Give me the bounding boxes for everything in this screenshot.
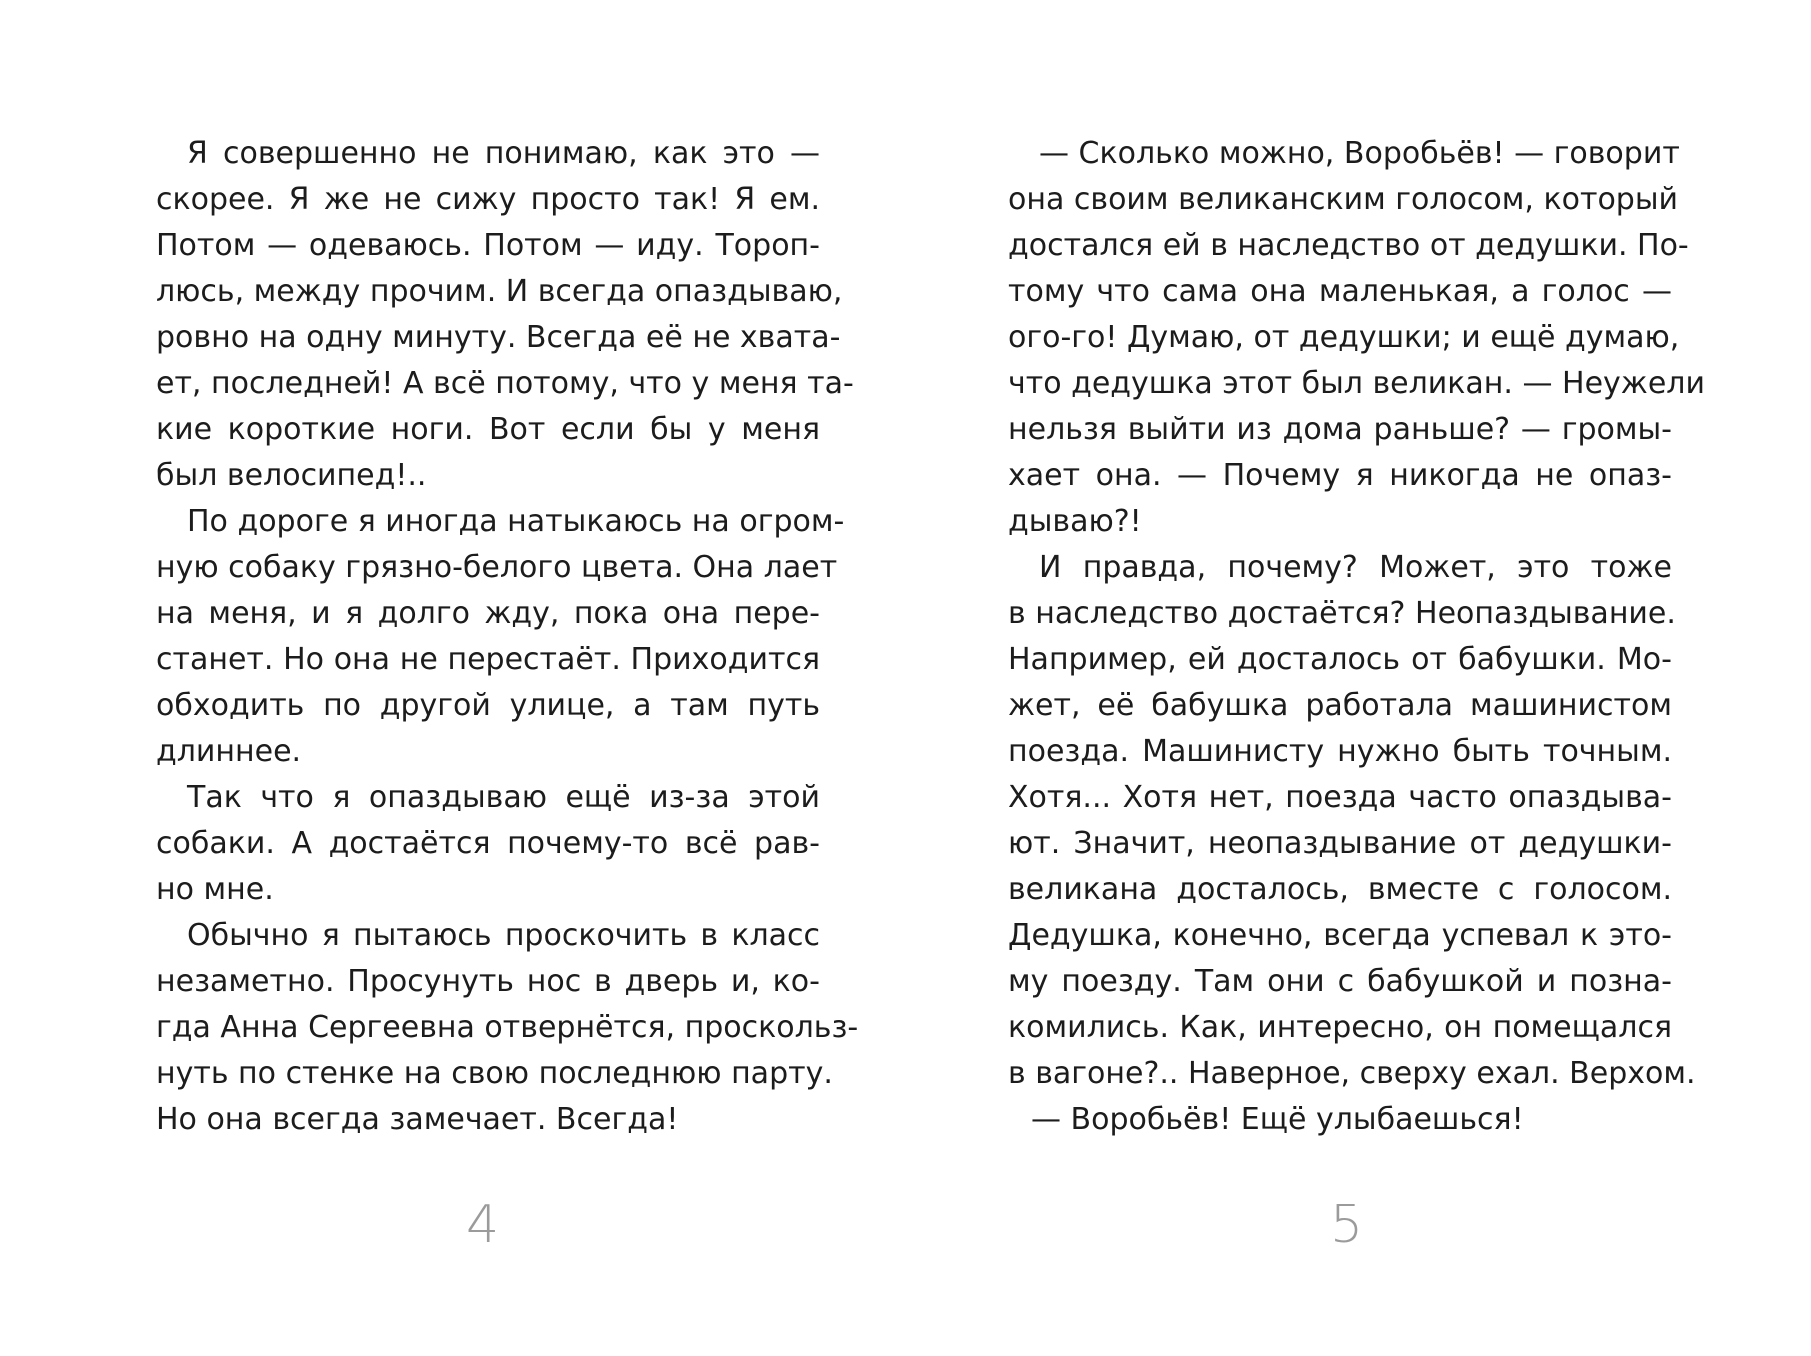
text-line: И правда, почему? Может, это тоже [1039,550,1672,585]
text-line: По дороге я иногда натыкаюсь на огром- [187,504,845,539]
text-line: был велосипед!.. [156,458,427,493]
text-line: Дедушка, конечно, всегда успевал к это- [1008,918,1672,953]
text-line: она своим великанским голосом, который [1008,182,1679,217]
left-page-text [156,131,859,1143]
text-line: Хотя... Хотя нет, поезда часто опаздыва- [1008,780,1672,815]
text-line: ют. Значит, неопаздывание от дедушки- [1008,826,1672,861]
text-line: комились. Как, интересно, он помещался [1008,1010,1672,1045]
text-line: достался ей в наследство от дедушки. По- [1008,228,1689,263]
text-line: ровно на одну минуту. Всегда её не хвата- [156,320,841,355]
text-line: жет, её бабушка работала машинистом [1008,688,1672,723]
text-line: в наследство достаётся? Неопаздывание. [1008,596,1676,631]
text-line: кие короткие ноги. Вот если бы у меня [156,412,820,447]
text-line: люсь, между прочим. И всегда опаздываю, [156,274,843,309]
left-page-number: 4 [466,1195,500,1255]
text-line: нуть по стенке на свою последнюю парту. [156,1056,833,1091]
text-line: нельзя выйти из дома раньше? — громы- [1008,412,1672,447]
right-page-text [1008,131,1705,1143]
text-line: обходить по другой улице, а там путь [156,688,820,723]
text-line: — Сколько можно, Воробьёв! — говорит [1039,136,1680,171]
text-line: Обычно я пытаюсь проскочить в класс [187,918,820,953]
text-line: скорее. Я же не сижу просто так! Я ем. [156,182,820,217]
text-line: на меня, и я долго жду, пока она пере- [156,596,820,631]
text-line: Но она всегда замечает. Всегда! [156,1102,679,1137]
text-line: гда Анна Сергеевна отвернётся, проскольз- [156,1010,859,1045]
text-line: ную собаку грязно-белого цвета. Она лает [156,550,838,585]
text-line: в вагоне?.. Наверное, сверху ехал. Верхом. [1008,1056,1696,1091]
text-line: станет. Но она не перестаёт. Приходится [156,642,820,677]
text-line: поезда. Машинисту нужно быть точным. [1008,734,1672,769]
right-page-number: 5 [1330,1195,1364,1255]
text-line: ого-го! Думаю, от дедушки; и ещё думаю, [1008,320,1680,355]
text-line: Я совершенно не понимаю, как это — [187,136,820,171]
left-page [0,0,905,1356]
text-line: хает она. — Почему я никогда не опаз- [1008,458,1672,493]
text-line: Потом — одеваюсь. Потом — иду. Тороп- [156,228,820,263]
text-line: что дедушка этот был великан. — Неужели [1008,366,1705,401]
text-line: незаметно. Просунуть нос в дверь и, ко- [156,964,820,999]
text-line: ет, последней! А всё потому, что у меня та- [156,366,854,401]
text-line: му поезду. Там они с бабушкой и позна- [1008,964,1672,999]
text-line: Например, ей досталось от бабушки. Мо- [1008,642,1672,677]
text-line: великана досталось, вместе с голосом. [1008,872,1672,907]
text-line: собаки. А достаётся почему-то всё рав- [156,826,820,861]
text-line: но мне. [156,872,274,907]
text-line: дываю?! [1008,504,1142,539]
text-line: Так что я опаздываю ещё из-за этой [187,780,820,815]
text-line: тому что сама она маленькая, а голос — [1008,274,1672,309]
text-line: — Воробьёв! Ещё улыбаешься! [1031,1102,1524,1137]
right-page [905,0,1811,1356]
text-line: длиннее. [156,734,302,769]
